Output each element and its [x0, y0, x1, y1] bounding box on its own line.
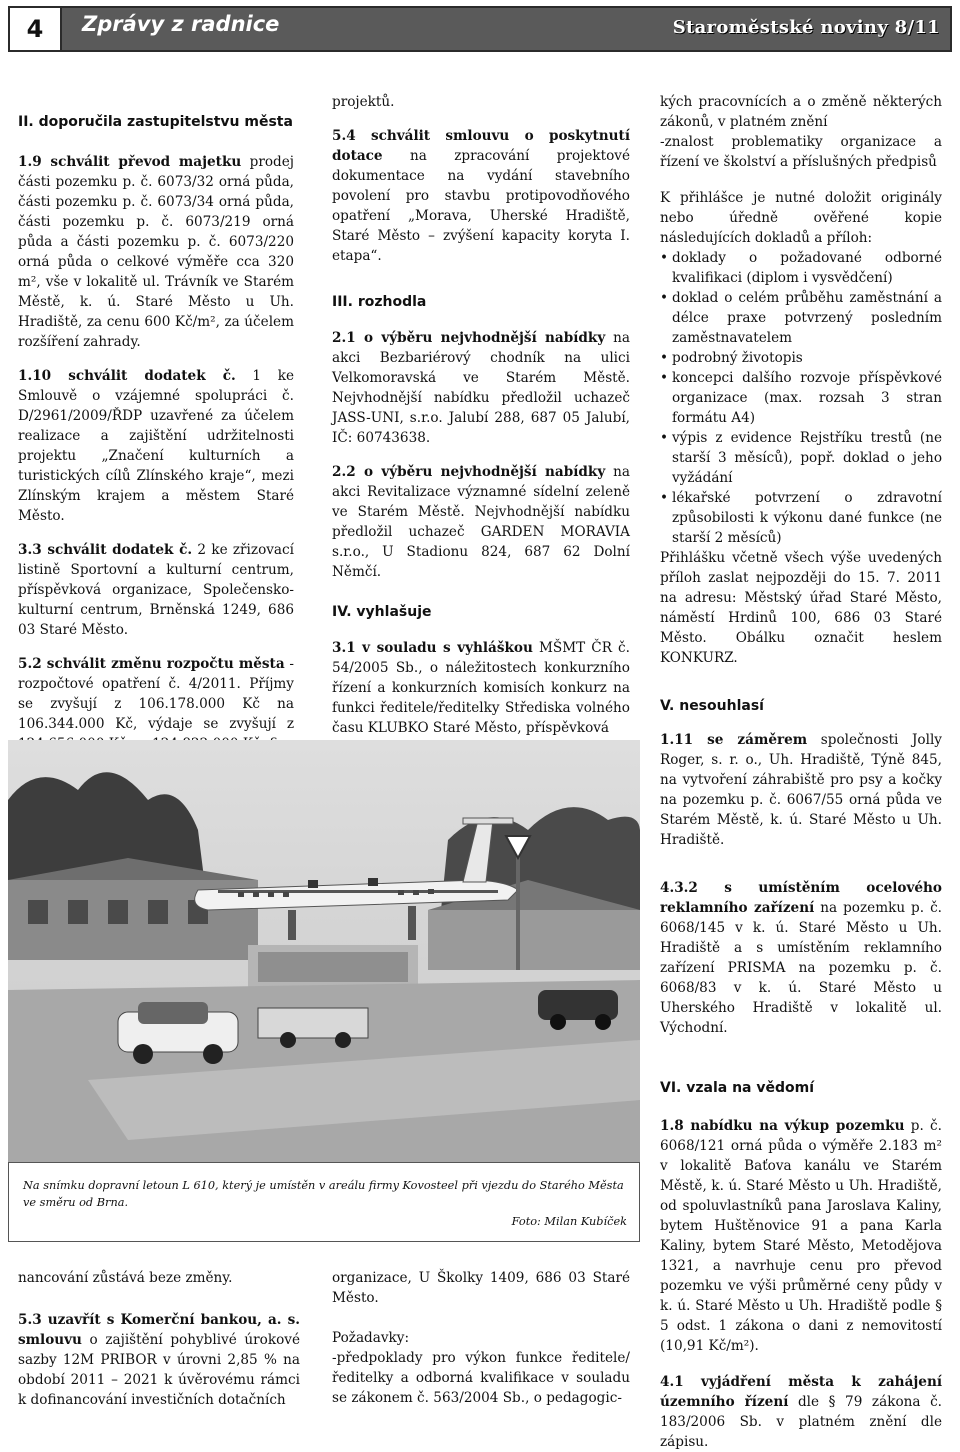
paragraph-pozadavky-label: Požadavky:: [332, 1330, 410, 1346]
heading-doporucila: II. doporučila zastupitelstvu města: [18, 114, 293, 130]
section-title: Zprávy z radnice: [82, 12, 280, 36]
paragraph-financovani: nancování zůstává beze změny.: [18, 1270, 233, 1286]
column-3: [660, 92, 942, 1452]
paragraph-prihlasku: Přihlášku včetně všech výše uvedených příloh zaslat nejpozději do 15. 7. 2011 na adresu: Městský úřad Staré Město, náměstí Hrdinů 100, 686 03 Staré Město. Obálku označit heslem KONKURZ.: [660, 550, 942, 666]
list-item: • doklad o celém průběhu zaměstnání a délce praxe potvrzený posledním zaměstnavatelem: [660, 288, 942, 348]
newspaper-name: Staroměstské noviny 8/11: [672, 17, 940, 38]
paragraph-1-8: 1.8 nabídku na výkup pozemku p. č. 6068/121 orná půda o výměře 2.183 m² v lokalitě Baťova kanálu ve Starém Městě, k. ú. Staré Město u Uh. Hradiště, od spoluvlastníků pana Jaroslava Kaliny, bytem Huštěnovice 91 a pana Karla Kaliny, bytem Staré Město, Metodějova 1321, a navrhuje cenu pro převod pozemku ve výši průměrné ceny půdy v k. ú. Staré Město u Uh. Hradiště podle § 5 odst. 1 zákona o dani z nemovitostí (10,91 Kč/m²).: [660, 1118, 942, 1354]
page-number: 4: [8, 6, 62, 52]
list-item: • lékařské potvrzení o zdravotní způsobilosti k výkonu dané funkce (ne starší 2 měsíců): [660, 488, 942, 548]
paragraph-5-4: 5.4 schválit smlouvu o poskytnutí dotace na zpracování projektové dokumentace na vydání stavebního povolení pro stavbu protipovodňového opatření „Morava, Uherské Hradiště, Staré Město – zvýšení kapacity koryta I. etapa“.: [332, 128, 630, 264]
photo-credit: Foto: Milan Kubíček: [511, 1215, 627, 1228]
heading-rozhodla: III. rozhodla: [332, 294, 427, 310]
paragraph-3-3: 3.3 schválit dodatek č. 2 ke zřizovací listině Sportovní a kulturní centrum, příspěvková organizace, Společensko-kulturní centrum, Brněnská 1249, 686 03 Staré Město.: [18, 542, 294, 638]
paragraph-3-1: 3.1 v souladu s vyhláškou MŠMT ČR č. 54/2005 Sb., o náležitostech konkurzního řízení a konkurzních komisích konkurz na funkci ředitele/ředitelky Střediska volného času KLUBKO Staré Město, příspěvková: [332, 640, 630, 736]
heading-nesouhlasi: V. nesouhlasí: [660, 698, 764, 714]
airplane-photo: [8, 740, 640, 1162]
requirements-list: [660, 248, 942, 548]
paragraph-5-3: 5.3 uzavřít s Komerční bankou, a. s. smlouvu o zajištění pohyblivé úrokové sazby 12M PRIBOR v úrovni 2,85 % na období 2011 – 2021 k úvěrovému rámci k dofinancování investičních dotačních: [18, 1312, 300, 1408]
paragraph-4-1: 4.1 vyjádření města k zahájení územního řízení dle § 79 zákona č. 183/2006 Sb. v platném znění dle zápisu.: [660, 1374, 943, 1450]
column-2: [332, 92, 630, 738]
caption-text: Na snímku dopravní letoun L 610, který je umístěn v areálu firmy Kovosteel při vjezdu do Starého Města ve směru od Brna.: [23, 1179, 624, 1209]
bottom-column-1: [18, 1268, 300, 1410]
paragraph-1-9: 1.9 schválit převod majetku prodej části pozemku p. č. 6073/32 orná půda, části pozemku p. č. 6073/34 orná půda, části pozemku p. č. 6073/219 orná půda a části pozemku p. č. 6073/220 orná půda o celkové výměře cca 320 m², vše v lokalitě ul. Trávník ve Starém Městě, k. ú. Staré Město u Uh. Hradiště, za cenu 600 Kč/m², za účelem rozšíření zahrady.: [18, 154, 294, 350]
paragraph-organizace: organizace, U Školky 1409, 686 03 Staré Město.: [332, 1270, 630, 1306]
photo-caption: [8, 1162, 640, 1242]
bottom-column-2: [332, 1268, 630, 1408]
list-item: • podrobný životopis: [660, 348, 942, 368]
paragraph-prihlaska-intro: K přihlášce je nutné doložit originály nebo úředně ověřené kopie následujících dokladů a příloh:: [660, 190, 942, 246]
paragraph-4-3-2: 4.3.2 s umístěním ocelového reklamního zařízení na pozemku p. č. 6068/145 v k. ú. Staré Město u Uh. Hradiště a s umístěním reklamního zařízení PRISMA na pozemku p. č. 6068/83 v k. ú. Staré Město u Uherského Hradiště v lokalitě ul. Východní.: [660, 880, 943, 1036]
list-item: • koncepci dalšího rozvoje příspěvkové organizace (max. rozsah 3 stran formátu A4): [660, 368, 942, 428]
paragraph-predpoklady: -předpoklady pro výkon funkce ředitele/ředitelky a odborná kvalifikace v souladu se zákonem č. 563/2004 Sb., o pedagogic-: [332, 1350, 630, 1406]
paragraph-projektu: projektů.: [332, 94, 395, 110]
paragraph-1-10: 1.10 schválit dodatek č. 1 ke Smlouvě o vzájemné spolupráci č. D/2961/2009/ŘDP uzavřené za účelem realizace a zajištění udržitelnosti projektu „Značení kulturních a turistických cílů Zlínského kraje“, mezi Zlínským krajem a městem Staré Město.: [18, 368, 294, 524]
list-item: • výpis z evidence Rejstříku trestů (ne starší 3 měsíců), popř. doklad o jeho vyžádání: [660, 428, 942, 488]
paragraph-zakonu: kých pracovnících a o změně některých zákonů, v platném znění: [660, 94, 942, 130]
heading-vzala-na-vedomi: VI. vzala na vědomí: [660, 1080, 815, 1096]
paragraph-5-2: 5.2 schválit změnu rozpočtu města - rozpočtové opatření č. 4/2011. Příjmy se zvyšují z 106.178.000 Kč na 106.344.000 Kč, výdaje se zvyšují z: [18, 656, 294, 732]
paragraph-2-1: 2.1 o výběru nejvhodnější nabídky na akci Bezbariérový chodník na ulici Velkomoravská ve Starém Městě. Nejvhodnější nabídku předložil uchazeč JASS-UNI, s.r.o. Jalubí 288, 687 05 Jalubí, IČ: 60743638.: [332, 330, 630, 446]
paragraph-1-11: 1.11 se záměrem společnosti Jolly Roger, s. r. o., Uh. Hradiště, Týně 845, na vytvoření záhrabiště pro psy a kočky na pozemku p. č. 6067/55 orná půda ve Starém Městě, k. ú. Staré Město u Uh. Hradiště.: [660, 732, 942, 848]
column-1: [18, 112, 294, 754]
list-item: • doklady o požadované odborné kvalifikaci (diplom i vysvědčení): [660, 248, 942, 288]
paragraph-2-2: 2.2 o výběru nejvhodnější nabídky na akci Revitalizace významné sídelní zeleně ve Starém Městě. Nejvhodnější nabídku předložil uchazeč GARDEN MORAVIA s.r.o., U Stadionu 824, 687 62 Dolní Němčí.: [332, 464, 630, 580]
paragraph-znalost: -znalost problematiky organizace a řízení ve školství a příslušných předpisů: [660, 134, 942, 170]
heading-vyhlasuje: IV. vyhlašuje: [332, 604, 432, 620]
